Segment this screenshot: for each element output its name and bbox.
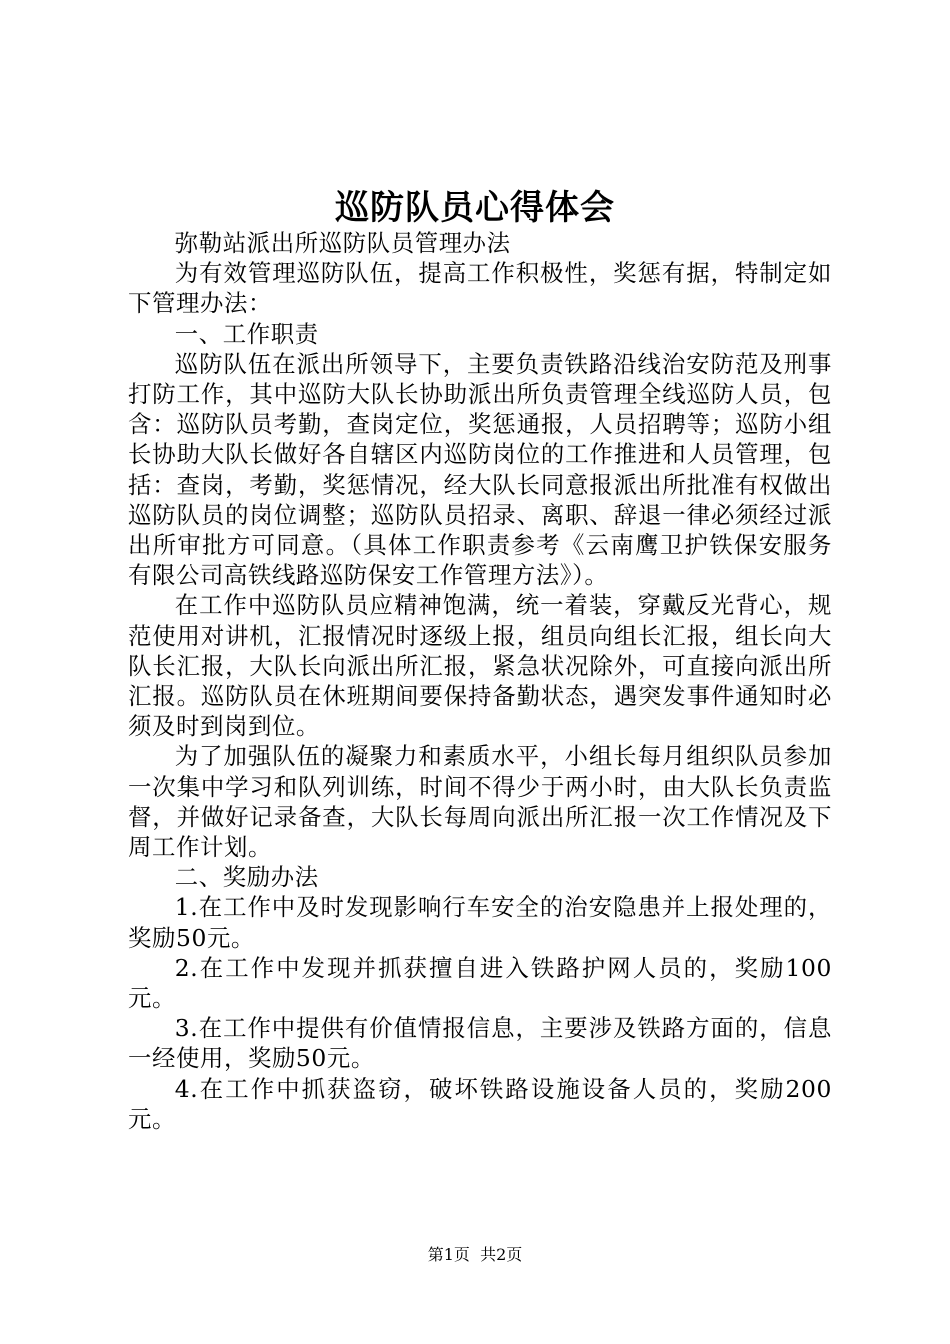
paragraph-subtitle: 弥勒站派出所巡防队员管理办法 [174, 229, 511, 257]
section-heading-duties: 一、工作职责 [174, 319, 319, 348]
paragraph-intro: 为有效管理巡防队伍，提高工作积极性，奖惩有据，特制定如下管理办法： [128, 259, 832, 318]
reward-item-2: 2.在工作中发现并抓获擅自进入铁路护网人员的，奖励100元。 [128, 953, 832, 1013]
page-footer [0, 1244, 950, 1266]
paragraph-conduct: 在工作中巡防队员应精神饱满，统一着装，穿戴反光背心，规范使用对讲机，汇报情况时逐级上报，组员向组长汇报，组长向大队长汇报，大队长向派出所汇报，紧急状况除外，可直接向派出所汇报。巡防队员在休班期间要保持备勤状态，遇突发事件通知时必须及时到岗到位。 [128, 591, 832, 741]
paragraph-training: 为了加强队伍的凝聚力和素质水平，小组长每月组织队员参加一次集中学习和队列训练，时间不得少于两小时，由大队长负责监督，并做好记录备查，大队长每周向派出所汇报一次工作情况及下周工作计划。 [128, 742, 832, 862]
reward-item-3: 3.在工作中提供有价值情报信息，主要涉及铁路方面的，信息一经使用，奖励50元。 [128, 1014, 832, 1073]
document-title: 巡防队员心得体会 [335, 188, 615, 228]
page-number: 第1页 [427, 1245, 470, 1264]
page-total: 共2页 [480, 1245, 523, 1264]
reward-item-1: 1.在工作中及时发现影响行车安全的治安隐患并上报处理的，奖励50元。 [128, 893, 832, 952]
document-body [128, 228, 832, 1134]
paragraph-duties: 巡防队伍在派出所领导下，主要负责铁路沿线治安防范及刑事打防工作，其中巡防大队长协助派出所负责管理全线巡防人员，包含：巡防队员考勤，查岗定位，奖惩通报，人员招聘等；巡防小组长协助大队长做好各自辖区内巡防岗位的工作推进和人员管理，包括：查岗，考勤，奖惩情况，经大队长同意报派出所批准有权做出巡防队员的岗位调整；巡防队员招录、离职、辞退一律必须经过派出所审批方可同意。（具体工作职责参考《云南鹰卫护铁保安服务有限公司高铁线路巡防保安工作管理方法》）。 [128, 349, 832, 590]
section-heading-rewards: 二、奖励办法 [174, 863, 319, 892]
reward-item-4: 4.在工作中抓获盗窃，破坏铁路设施设备人员的，奖励200元。 [128, 1074, 832, 1133]
